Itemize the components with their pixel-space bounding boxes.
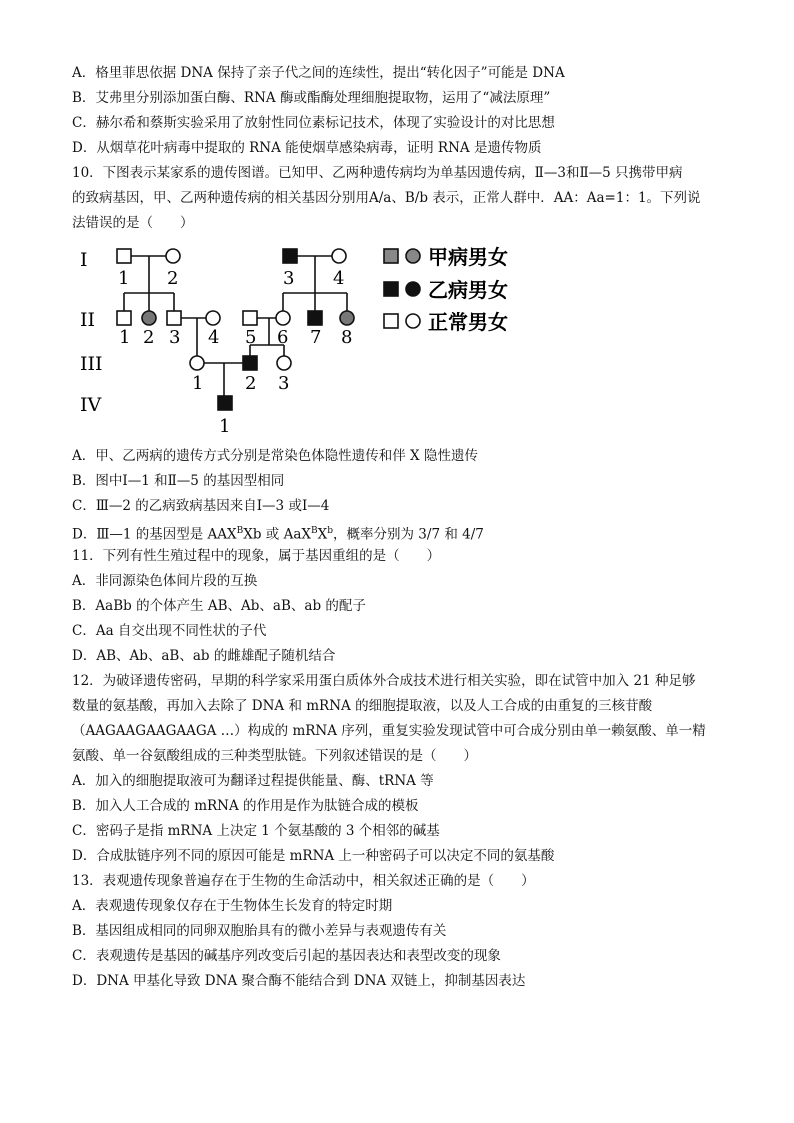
pedigree-chart <box>72 238 532 438</box>
gen1-num-2: 2 <box>167 268 179 289</box>
q10-stem-line3: 法错误的是（ ） <box>72 215 194 231</box>
gen4-num-1: 1 <box>219 416 231 437</box>
q12-stem-line2: 数量的氨基酸，再加入去除了 DNA 和 mRNA 的细胞提取液，以及人工合成的由重复的三核苷酸 <box>72 698 653 714</box>
q11-option-b: B．AaBb 的个体产生 AB、Ab、aB、ab 的配子 <box>72 598 366 614</box>
q11-option-a: A．非同源染色体间片段的互换 <box>72 573 258 589</box>
q10-option-c: C．Ⅲ—2 的乙病致病基因来自Ⅰ—3 或Ⅰ—4 <box>72 498 330 514</box>
q13-option-a: A．表观遗传现象仅存在于生物体生长发育的特定时期 <box>72 898 393 914</box>
q10-option-a: A．甲、乙两病的遗传方式分别是常染色体隐性遗传和伴 X 隐性遗传 <box>72 448 478 464</box>
gen3-num-3: 3 <box>278 373 290 394</box>
q10-option-d: D．Ⅲ—1 的基因型是 $AAX^BXb$ 或 $AaX^BX^b$，概率分别为 3/7 和 4/7 <box>72 526 484 543</box>
q12-stem-line3: （AAGAAGAAGAAGA …）构成的 mRNA 序列，重复实验发现试管中可合成分别由单一赖氨酸、单一精 <box>72 723 706 739</box>
q9-option-d: D．从烟草花叶病毒中提取的 RNA 能使烟草感染病毒，证明 RNA 是遗传物质 <box>72 140 542 156</box>
gen3-num-2: 2 <box>245 373 257 394</box>
gen2-num-7: 7 <box>310 327 322 348</box>
q13-option-b: B．基因组成相同的同卵双胞胎具有的微小差异与表观遗传有关 <box>72 923 447 939</box>
q12-stem-line1: 12．为破译遗传密码，早期的科学家采用蛋白质体外合成技术进行相关实验，即在试管中加入 21 种足够 <box>72 673 696 689</box>
q11-option-c: C．Aa 自交出现不同性状的子代 <box>72 623 267 639</box>
q12-option-a: A．加入的细胞提取液可为翻译过程提供能量、酶、tRNA 等 <box>72 773 434 789</box>
gen-label-iv: IV <box>80 394 102 416</box>
gen1-num-1: 1 <box>118 268 130 289</box>
gen1-num-4: 4 <box>333 268 345 289</box>
q13-stem: 13．表观遗传现象普遍存在于生物的生命活动中，相关叙述正确的是（ ） <box>72 873 535 889</box>
q11-stem: 11．下列有性生殖过程中的现象，属于基因重组的是（ ） <box>72 548 441 564</box>
q10-option-b: B．图中Ⅰ—1 和Ⅱ—5 的基因型相同 <box>72 473 285 489</box>
gen2-num-6: 6 <box>277 327 289 348</box>
q12-option-d: D．合成肽链序列不同的原因可能是 mRNA 上一种密码子可以决定不同的氨基酸 <box>72 848 555 864</box>
legend-disease-b: 乙病男女 <box>428 278 508 302</box>
q10-stem-line2: 的致病基因，甲、乙两种遗传病的相关基因分别用A/a、B/b 表示，正常人群中．AA：Aa=1：1。下列说 <box>72 190 701 206</box>
legend-disease-a: 甲病男女 <box>428 245 508 269</box>
q9-option-a: A．格里菲思依据 DNA 保持了亲子代之间的连续性，提出“转化因子”可能是 DNA <box>72 65 565 81</box>
q13-option-d: D．DNA 甲基化导致 DNA 聚合酶不能结合到 DNA 双链上，抑制基因表达 <box>72 973 526 989</box>
q12-option-c: C．密码子是指 mRNA 上决定 1 个氨基酸的 3 个相邻的碱基 <box>72 823 440 839</box>
gen2-num-8: 8 <box>341 327 353 348</box>
gen2-num-5: 5 <box>245 327 257 348</box>
q11-option-d: D．AB、Ab、aB、ab 的雌雄配子随机结合 <box>72 648 336 664</box>
gen-label-ii: II <box>80 309 96 331</box>
gen1-num-3: 3 <box>283 268 295 289</box>
q10-stem-line1: 10．下图表示某家系的遗传图谱。已知甲、乙两种遗传病均为单基因遗传病，Ⅱ—3和Ⅱ—5 只携带甲病 <box>72 165 683 181</box>
q13-option-c: C．表观遗传是基因的碱基序列改变后引起的基因表达和表型改变的现象 <box>72 948 501 964</box>
gen2-num-4: 4 <box>208 327 220 348</box>
gen2-num-3: 3 <box>169 327 181 348</box>
q9-option-b: B．艾弗里分别添加蛋白酶、RNA 酶或酯酶处理细胞提取物，运用了“减法原理” <box>72 90 551 106</box>
q9-option-c: C．赫尔希和蔡斯实验采用了放射性同位素标记技术，体现了实验设计的对比思想 <box>72 115 555 131</box>
legend-normal: 正常男女 <box>428 310 508 334</box>
gen2-num-2: 2 <box>143 327 155 348</box>
q12-stem-line4: 氨酸、单一谷氨酸组成的三种类型肽链。下列叙述错误的是（ ） <box>72 748 477 764</box>
gen2-num-1: 1 <box>119 327 131 348</box>
gen3-num-1: 1 <box>192 373 204 394</box>
q12-option-b: B．加入人工合成的 mRNA 的作用是作为肽链合成的模板 <box>72 798 419 814</box>
gen-label-i: I <box>80 249 88 271</box>
gen-label-iii: III <box>80 353 103 375</box>
